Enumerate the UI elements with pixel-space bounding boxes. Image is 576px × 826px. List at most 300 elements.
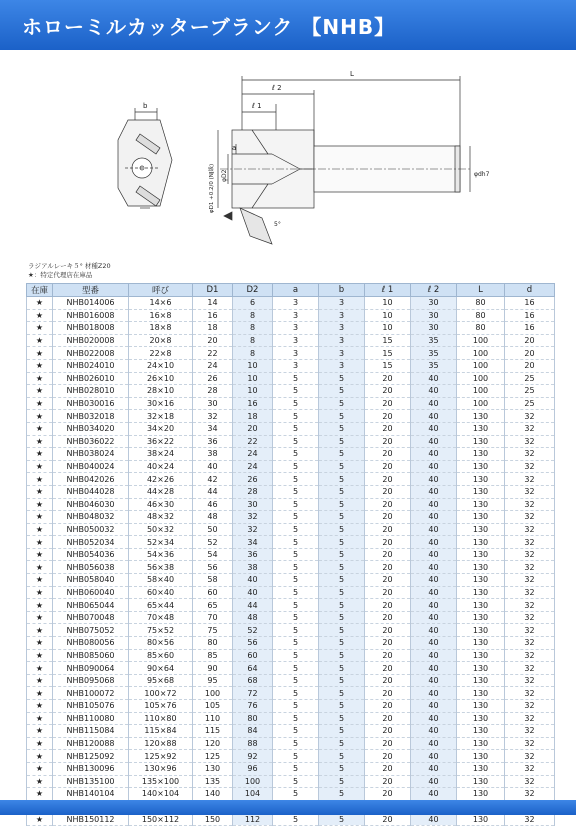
- cell-nominal: 48×32: [129, 511, 193, 524]
- cell-stock: ★: [27, 637, 53, 650]
- table-row: [27, 574, 555, 587]
- table-row: [27, 737, 555, 750]
- cell-b: 5: [319, 448, 365, 461]
- cell-model: NHB030016: [53, 397, 129, 410]
- table-row: [27, 750, 555, 763]
- cell-d1: 130: [193, 762, 233, 775]
- cell-d1: 80: [193, 637, 233, 650]
- cell-length: 130: [457, 813, 505, 826]
- cell-a: 5: [273, 674, 319, 687]
- cell-length: 100: [457, 359, 505, 372]
- cell-d2: 36: [233, 548, 273, 561]
- cell-stock: ★: [27, 473, 53, 486]
- cell-l1: 20: [365, 813, 411, 826]
- cell-model: NHB054036: [53, 548, 129, 561]
- cell-l2: 40: [411, 498, 457, 511]
- cell-length: 130: [457, 712, 505, 725]
- column-header-model: 型番: [53, 284, 129, 297]
- cell-length: 130: [457, 473, 505, 486]
- cell-model: NHB125092: [53, 750, 129, 763]
- cell-nominal: 34×20: [129, 422, 193, 435]
- cell-shank-d: 32: [505, 674, 555, 687]
- cell-shank-d: 32: [505, 523, 555, 536]
- cell-a: 5: [273, 385, 319, 398]
- cell-stock: ★: [27, 548, 53, 561]
- cell-shank-d: 32: [505, 687, 555, 700]
- cell-nominal: 20×8: [129, 334, 193, 347]
- cell-l1: 20: [365, 788, 411, 801]
- cell-l2: 40: [411, 511, 457, 524]
- cell-l2: 40: [411, 385, 457, 398]
- cell-shank-d: 32: [505, 737, 555, 750]
- cell-length: 130: [457, 511, 505, 524]
- column-header-stock: 在庫: [27, 284, 53, 297]
- table-row: [27, 561, 555, 574]
- cell-d2: 52: [233, 624, 273, 637]
- cell-d1: 105: [193, 700, 233, 713]
- cell-length: 130: [457, 523, 505, 536]
- cell-shank-d: 32: [505, 448, 555, 461]
- cell-l1: 10: [365, 309, 411, 322]
- cell-d2: 6: [233, 297, 273, 310]
- cell-shank-d: 32: [505, 548, 555, 561]
- cell-l1: 20: [365, 385, 411, 398]
- cell-stock: ★: [27, 372, 53, 385]
- column-header-l1: ℓ 1: [365, 284, 411, 297]
- cell-stock: ★: [27, 712, 53, 725]
- cell-d1: 24: [193, 359, 233, 372]
- cell-b: 3: [319, 334, 365, 347]
- cell-model: NHB085060: [53, 649, 129, 662]
- cell-d1: 14: [193, 297, 233, 310]
- cell-d2: 60: [233, 649, 273, 662]
- column-header-a: a: [273, 284, 319, 297]
- cell-nominal: 18×8: [129, 322, 193, 335]
- column-header-d1: D1: [193, 284, 233, 297]
- cell-stock: ★: [27, 586, 53, 599]
- table-row: [27, 624, 555, 637]
- cell-d2: 56: [233, 637, 273, 650]
- table-row: [27, 498, 555, 511]
- cell-l2: 40: [411, 523, 457, 536]
- cell-a: 5: [273, 725, 319, 738]
- cell-d2: 24: [233, 460, 273, 473]
- cell-a: 5: [273, 460, 319, 473]
- cell-stock: ★: [27, 322, 53, 335]
- cell-d2: 8: [233, 309, 273, 322]
- cell-shank-d: 32: [505, 498, 555, 511]
- cell-d1: 110: [193, 712, 233, 725]
- cell-a: 5: [273, 750, 319, 763]
- cell-model: NHB080056: [53, 637, 129, 650]
- cell-nominal: 30×16: [129, 397, 193, 410]
- cell-nominal: 125×92: [129, 750, 193, 763]
- cell-model: NHB115084: [53, 725, 129, 738]
- cell-l1: 10: [365, 322, 411, 335]
- cell-a: 3: [273, 347, 319, 360]
- cell-b: 5: [319, 700, 365, 713]
- cell-nominal: 14×6: [129, 297, 193, 310]
- cell-nominal: 95×68: [129, 674, 193, 687]
- cell-l1: 20: [365, 485, 411, 498]
- cell-l1: 20: [365, 586, 411, 599]
- table-row: [27, 637, 555, 650]
- cell-b: 5: [319, 775, 365, 788]
- cell-length: 130: [457, 422, 505, 435]
- cell-nominal: 42×26: [129, 473, 193, 486]
- cell-d1: 140: [193, 788, 233, 801]
- cell-d2: 104: [233, 788, 273, 801]
- cell-length: 130: [457, 624, 505, 637]
- cell-model: NHB040024: [53, 460, 129, 473]
- cell-l2: 40: [411, 700, 457, 713]
- dim-D1-label: φD1 +0.2/0 (NJ級): [209, 163, 215, 213]
- cell-d1: 135: [193, 775, 233, 788]
- cell-model: NHB028010: [53, 385, 129, 398]
- cell-model: NHB056038: [53, 561, 129, 574]
- cell-d1: 100: [193, 687, 233, 700]
- cell-a: 5: [273, 372, 319, 385]
- cell-d2: 88: [233, 737, 273, 750]
- cell-l2: 40: [411, 637, 457, 650]
- cell-a: 3: [273, 322, 319, 335]
- cell-a: 5: [273, 448, 319, 461]
- cell-d2: 72: [233, 687, 273, 700]
- table-row: [27, 448, 555, 461]
- cell-nominal: 90×64: [129, 662, 193, 675]
- cell-length: 130: [457, 737, 505, 750]
- cell-nominal: 75×52: [129, 624, 193, 637]
- page-title: ホローミルカッターブランク 【NHB】: [22, 15, 396, 39]
- cell-d1: 50: [193, 523, 233, 536]
- cell-nominal: 105×76: [129, 700, 193, 713]
- cell-stock: ★: [27, 624, 53, 637]
- cell-stock: ★: [27, 674, 53, 687]
- cell-shank-d: 32: [505, 725, 555, 738]
- page-header: [0, 0, 576, 50]
- cell-d2: 10: [233, 372, 273, 385]
- table-row: [27, 548, 555, 561]
- technical-drawing: [0, 58, 576, 258]
- table-row: [27, 511, 555, 524]
- cell-stock: ★: [27, 523, 53, 536]
- cell-model: NHB130096: [53, 762, 129, 775]
- cell-l2: 40: [411, 775, 457, 788]
- cell-b: 3: [319, 309, 365, 322]
- cell-length: 130: [457, 586, 505, 599]
- column-header-d2: D2: [233, 284, 273, 297]
- cell-stock: ★: [27, 309, 53, 322]
- cell-a: 5: [273, 511, 319, 524]
- cell-shank-d: 32: [505, 611, 555, 624]
- cell-l2: 40: [411, 750, 457, 763]
- cell-length: 130: [457, 561, 505, 574]
- cell-l1: 20: [365, 662, 411, 675]
- cell-nominal: 115×84: [129, 725, 193, 738]
- cell-l2: 40: [411, 599, 457, 612]
- cell-a: 5: [273, 700, 319, 713]
- cell-shank-d: 32: [505, 574, 555, 587]
- cell-nominal: 140×104: [129, 788, 193, 801]
- cell-length: 130: [457, 637, 505, 650]
- cell-length: 130: [457, 700, 505, 713]
- cell-length: 100: [457, 397, 505, 410]
- cell-stock: ★: [27, 788, 53, 801]
- cell-l1: 15: [365, 334, 411, 347]
- cell-shank-d: 32: [505, 511, 555, 524]
- cell-stock: ★: [27, 700, 53, 713]
- cell-a: 5: [273, 712, 319, 725]
- cell-l2: 35: [411, 334, 457, 347]
- dim-l1-label: ℓ 1: [252, 102, 262, 110]
- cell-d2: 76: [233, 700, 273, 713]
- cell-d1: 75: [193, 624, 233, 637]
- cell-a: 5: [273, 410, 319, 423]
- cell-d2: 64: [233, 662, 273, 675]
- cell-l2: 40: [411, 712, 457, 725]
- cell-b: 5: [319, 485, 365, 498]
- cell-model: NHB110080: [53, 712, 129, 725]
- cell-shank-d: 32: [505, 750, 555, 763]
- cell-stock: ★: [27, 359, 53, 372]
- cell-b: 5: [319, 473, 365, 486]
- cell-b: 5: [319, 599, 365, 612]
- cell-d1: 46: [193, 498, 233, 511]
- cell-b: 5: [319, 460, 365, 473]
- cell-l2: 40: [411, 548, 457, 561]
- cell-shank-d: 32: [505, 473, 555, 486]
- cell-a: 5: [273, 422, 319, 435]
- cell-b: 5: [319, 813, 365, 826]
- cell-d2: 40: [233, 586, 273, 599]
- table-header-row: [27, 284, 555, 297]
- cell-a: 5: [273, 762, 319, 775]
- cell-shank-d: 32: [505, 485, 555, 498]
- cell-l2: 40: [411, 372, 457, 385]
- cell-a: 5: [273, 435, 319, 448]
- cell-d1: 28: [193, 385, 233, 398]
- table-row: [27, 725, 555, 738]
- cell-b: 5: [319, 762, 365, 775]
- cell-length: 130: [457, 762, 505, 775]
- cell-l1: 20: [365, 700, 411, 713]
- cell-shank-d: 32: [505, 788, 555, 801]
- cell-stock: ★: [27, 536, 53, 549]
- cell-model: NHB016008: [53, 309, 129, 322]
- cell-d1: 38: [193, 448, 233, 461]
- cell-l1: 20: [365, 611, 411, 624]
- cell-b: 5: [319, 372, 365, 385]
- cell-b: 3: [319, 297, 365, 310]
- cell-d1: 44: [193, 485, 233, 498]
- cell-model: NHB036022: [53, 435, 129, 448]
- cell-l1: 20: [365, 561, 411, 574]
- table-row: [27, 775, 555, 788]
- cell-l1: 20: [365, 624, 411, 637]
- cell-d2: 10: [233, 385, 273, 398]
- cell-l2: 35: [411, 347, 457, 360]
- cell-d2: 38: [233, 561, 273, 574]
- cell-d2: 48: [233, 611, 273, 624]
- cell-d2: 96: [233, 762, 273, 775]
- cell-nominal: 100×72: [129, 687, 193, 700]
- table-row: [27, 712, 555, 725]
- cell-model: NHB038024: [53, 448, 129, 461]
- table-row: [27, 347, 555, 360]
- cell-l2: 40: [411, 762, 457, 775]
- cell-b: 5: [319, 385, 365, 398]
- cell-l1: 20: [365, 460, 411, 473]
- cell-d2: 30: [233, 498, 273, 511]
- cell-shank-d: 32: [505, 422, 555, 435]
- cell-l2: 35: [411, 359, 457, 372]
- table-row: [27, 359, 555, 372]
- cell-stock: ★: [27, 662, 53, 675]
- cell-model: NHB065044: [53, 599, 129, 612]
- cell-d2: 28: [233, 485, 273, 498]
- note-stock: ★：特定代理店在庫品: [28, 271, 93, 279]
- cell-d2: 26: [233, 473, 273, 486]
- cell-model: NHB050032: [53, 523, 129, 536]
- table-row: [27, 397, 555, 410]
- cell-nominal: 70×48: [129, 611, 193, 624]
- dim-D2-label: φD2: [221, 169, 228, 182]
- cell-a: 5: [273, 737, 319, 750]
- dim-a-label: a: [232, 144, 237, 152]
- cell-d2: 16: [233, 397, 273, 410]
- cell-l2: 40: [411, 687, 457, 700]
- table-row: [27, 586, 555, 599]
- cell-d1: 120: [193, 737, 233, 750]
- table-row: [27, 422, 555, 435]
- cell-nominal: 22×8: [129, 347, 193, 360]
- cell-l1: 15: [365, 359, 411, 372]
- cell-length: 130: [457, 611, 505, 624]
- dim-angle-label: 5°: [274, 221, 281, 228]
- cell-l1: 20: [365, 498, 411, 511]
- cell-d1: 26: [193, 372, 233, 385]
- cell-model: NHB070048: [53, 611, 129, 624]
- cell-nominal: 46×30: [129, 498, 193, 511]
- cell-b: 5: [319, 548, 365, 561]
- cell-d2: 10: [233, 359, 273, 372]
- cell-b: 5: [319, 649, 365, 662]
- cell-b: 5: [319, 611, 365, 624]
- cell-nominal: 50×32: [129, 523, 193, 536]
- cell-d2: 68: [233, 674, 273, 687]
- cell-shank-d: 32: [505, 712, 555, 725]
- cell-model: NHB052034: [53, 536, 129, 549]
- cell-a: 5: [273, 662, 319, 675]
- cell-stock: ★: [27, 485, 53, 498]
- cell-d2: 8: [233, 322, 273, 335]
- cell-l2: 40: [411, 397, 457, 410]
- cell-d1: 150: [193, 813, 233, 826]
- cell-d1: 115: [193, 725, 233, 738]
- table-row: [27, 309, 555, 322]
- cell-shank-d: 32: [505, 460, 555, 473]
- cell-l1: 20: [365, 750, 411, 763]
- cell-b: 5: [319, 536, 365, 549]
- cell-l2: 30: [411, 309, 457, 322]
- cell-model: NHB120088: [53, 737, 129, 750]
- cell-l1: 20: [365, 397, 411, 410]
- cell-stock: ★: [27, 813, 53, 826]
- note-rake: ラジアルレーキ５° 材種Z20: [28, 262, 111, 270]
- cell-l2: 40: [411, 586, 457, 599]
- dim-d-label: φdh7: [474, 171, 490, 178]
- cell-nominal: 80×56: [129, 637, 193, 650]
- cell-b: 5: [319, 662, 365, 675]
- cell-shank-d: 32: [505, 662, 555, 675]
- table-row: [27, 372, 555, 385]
- cell-l2: 40: [411, 788, 457, 801]
- cell-l2: 40: [411, 611, 457, 624]
- cell-l1: 20: [365, 422, 411, 435]
- cell-d1: 34: [193, 422, 233, 435]
- cell-b: 5: [319, 523, 365, 536]
- cell-model: NHB022008: [53, 347, 129, 360]
- cell-b: 5: [319, 712, 365, 725]
- cell-d2: 44: [233, 599, 273, 612]
- table-row: [27, 410, 555, 423]
- cell-stock: ★: [27, 725, 53, 738]
- cell-model: NHB018008: [53, 322, 129, 335]
- cell-b: 5: [319, 410, 365, 423]
- cell-nominal: 36×22: [129, 435, 193, 448]
- cell-l2: 40: [411, 674, 457, 687]
- cell-l2: 40: [411, 473, 457, 486]
- cell-l1: 20: [365, 511, 411, 524]
- cell-shank-d: 25: [505, 397, 555, 410]
- cell-b: 5: [319, 397, 365, 410]
- cell-a: 5: [273, 687, 319, 700]
- cell-b: 3: [319, 322, 365, 335]
- cell-a: 5: [273, 498, 319, 511]
- cell-stock: ★: [27, 460, 53, 473]
- cell-stock: ★: [27, 737, 53, 750]
- cell-stock: ★: [27, 574, 53, 587]
- cell-length: 130: [457, 687, 505, 700]
- cell-length: 100: [457, 385, 505, 398]
- page-footer-bar: [0, 800, 576, 815]
- cell-nominal: 24×10: [129, 359, 193, 372]
- cell-length: 130: [457, 775, 505, 788]
- cell-length: 130: [457, 662, 505, 675]
- cell-stock: ★: [27, 775, 53, 788]
- cell-shank-d: 25: [505, 372, 555, 385]
- cell-d2: 24: [233, 448, 273, 461]
- cell-b: 5: [319, 687, 365, 700]
- cell-d1: 85: [193, 649, 233, 662]
- cell-shank-d: 16: [505, 322, 555, 335]
- cell-a: 3: [273, 297, 319, 310]
- cell-shank-d: 32: [505, 435, 555, 448]
- cell-d2: 32: [233, 523, 273, 536]
- cell-l2: 40: [411, 574, 457, 587]
- cell-length: 130: [457, 599, 505, 612]
- cell-stock: ★: [27, 687, 53, 700]
- cell-a: 3: [273, 334, 319, 347]
- cell-stock: ★: [27, 498, 53, 511]
- dim-L-label: L: [350, 70, 354, 78]
- cell-l1: 20: [365, 687, 411, 700]
- table-row: [27, 611, 555, 624]
- cell-l1: 20: [365, 674, 411, 687]
- cell-shank-d: 16: [505, 297, 555, 310]
- cell-d2: 100: [233, 775, 273, 788]
- column-header-l2: ℓ 2: [411, 284, 457, 297]
